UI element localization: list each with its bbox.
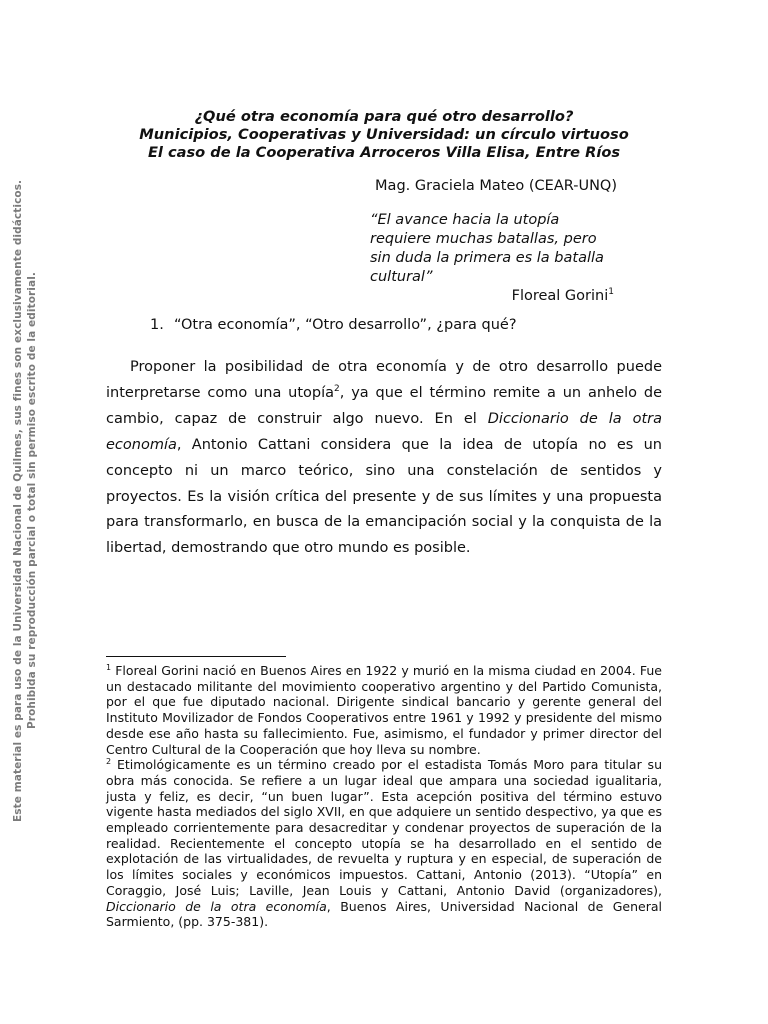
- title-line-2: Municipios, Cooperativas y Universidad: un círculo virtuoso: [139, 126, 629, 143]
- footnote-1-number: 1: [106, 662, 112, 672]
- footnote-2-end: , Buenos Aires, Universidad Nacional de General Sarmiento, (pp. 375-381).: [106, 898, 662, 930]
- copyright-line-1: Este material es para uso de la Universidad Nacional de Quilmes, sus fines son exclusivamente didácticos.: [12, 179, 24, 822]
- copyright-line-2: Prohibida su reproducción parcial o total sin permiso escrito de la editorial.: [26, 272, 38, 729]
- footnote-1-text: Floreal Gorini nació en Buenos Aires en 1922 y murió en la misma ciudad en 2004. Fue un destacado militante del movimiento cooperativo argentino y del Partido Comunista, por el que fue diputado nacional. Dirigente sindical bancario y gerente general del Instituto Movilizador de Fondos Cooperativos entre 1961 y 1992 y presidente del mismo desde ese año hasta su fallecimiento. Fue, asimismo, el fundador y primer director del Centro Cultural de la Cooperación que hoy lleva su nombre.: [106, 663, 662, 757]
- section-title: “Otra economía”, “Otro desarrollo”, ¿para qué?: [174, 317, 517, 333]
- footnote-ref-1[interactable]: 1: [608, 287, 614, 298]
- section-heading: [150, 316, 517, 334]
- footnote-2-number: 2: [106, 757, 112, 767]
- epigraph: [370, 211, 614, 306]
- paragraph-text-1: Proponer la posibilidad de otra economía y de otro desarrollo puede interpretarse como una utopía: [106, 359, 662, 401]
- footnote-1: [106, 663, 662, 757]
- footnote-ref-2[interactable]: 2: [334, 384, 340, 395]
- paragraph-text-3: , Antonio Cattani considera que la idea de utopía no es un concepto ni un marco teórico, sino una constelación de sentidos y proyectos. Es la visión crítica del presente y de sus límites y una propuesta para transformarlo, en busca de la emancipación social y la conquista de la libertad, demostrando que otro mundo es posible.: [106, 436, 662, 557]
- copyright-side-note: [0, 0, 60, 1024]
- body-paragraph: [106, 355, 662, 562]
- epigraph-attribution: [370, 287, 614, 306]
- footnote-2-text: Etimológicamente es un término creado por el estadista Tomás Moro para titular su obra más conocida. Se refiere a un lugar ideal que ampara una sociedad igualitaria, justa y feliz, es decir, “un buen lugar”. Esta acepción positiva del término estuvo vigente hasta mediados del siglo XVII, en que adquiere un sentido despectivo, ya que es empleado corrientemente para desacreditar y condenar proyectos de superación de la realidad. Recientemente el concepto utopía se ha desarrollado en el sentido de explotación de las virtualidades, de revuelta y ruptura y en especial, de superación de los límites sociales y económicos impuestos. Cattani, Antonio (2013). “Utopía” en Coraggio, José Luis; Laville, Jean Louis y Cattani, Antonio David (organizadores),: [106, 757, 663, 898]
- paragraph-text-2: , ya que el término remite a un anhelo de cambio, capaz de construir algo nuevo. En el: [106, 384, 662, 427]
- title-line-3: El caso de la Cooperativa Arroceros Villa Elisa, Entre Ríos: [147, 144, 621, 161]
- author-line: Mag. Graciela Mateo (CEAR-UNQ): [375, 178, 617, 194]
- book-title-reference: Diccionario de la otra economía: [106, 410, 662, 453]
- title-line-1: ¿Qué otra economía para qué otro desarrollo?: [194, 108, 574, 125]
- footnote-separator: [106, 656, 286, 657]
- footnote-2: [106, 757, 662, 930]
- document-title: [106, 108, 662, 162]
- section-number: 1.: [150, 317, 164, 333]
- footnote-2-book-title: Diccionario de la otra economía: [106, 898, 327, 914]
- footnotes: [106, 663, 662, 930]
- epigraph-quote: “El avance hacia la utopía requiere muchas batallas, pero sin duda la primera es la batalla cultural”: [370, 212, 604, 285]
- epigraph-author: Floreal Gorini: [511, 288, 609, 304]
